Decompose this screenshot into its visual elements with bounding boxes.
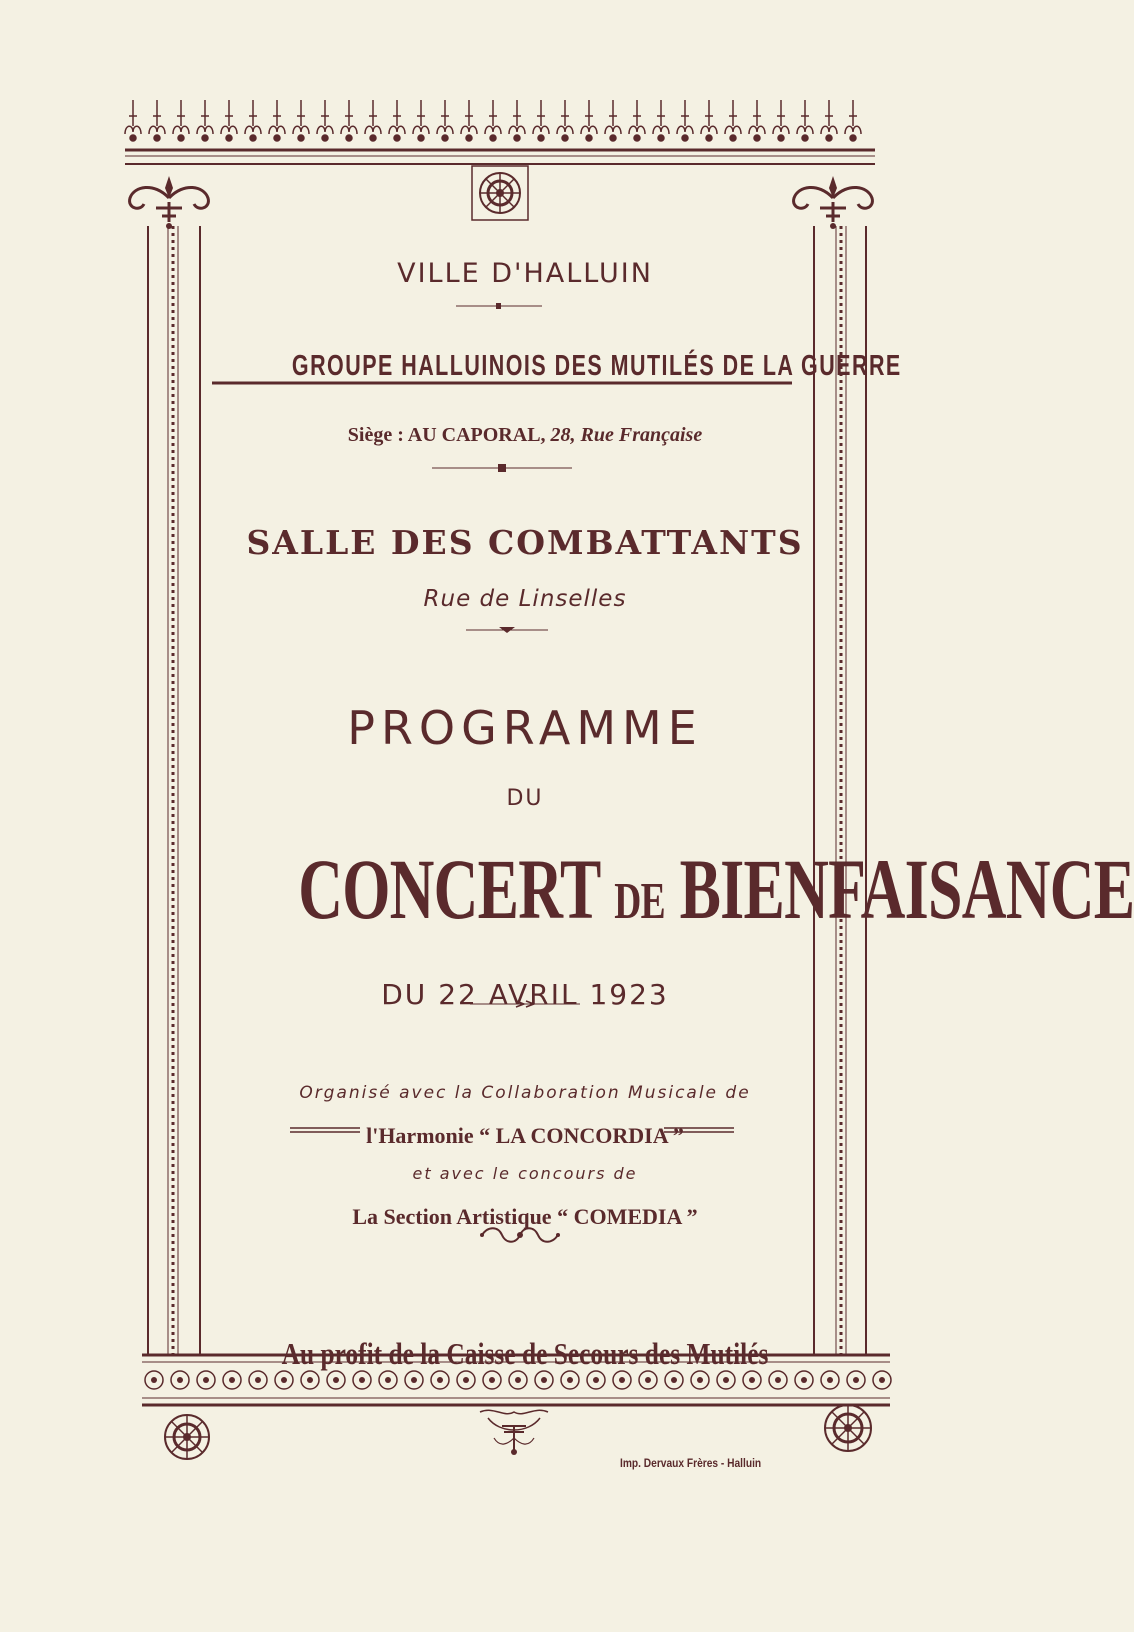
spike-ornament (845, 100, 861, 134)
printer-credit: Imp. Dervaux Frères - Halluin (620, 1456, 762, 1470)
city-heading: VILLE D'HALLUIN (397, 258, 653, 289)
spike-ornament (653, 100, 669, 134)
spike-ornament (269, 100, 285, 134)
spike-ornament (173, 100, 189, 134)
flower-center (879, 1377, 885, 1383)
concert-word: CONCERT (298, 841, 600, 937)
du-label: DU (506, 786, 544, 811)
spike-ornament (293, 100, 309, 134)
flower-center (541, 1377, 547, 1383)
spike-ornament (629, 100, 645, 134)
spike-ornament (749, 100, 765, 134)
spike-dot (514, 135, 520, 141)
spike-ornament (821, 100, 837, 134)
flower-center (281, 1377, 287, 1383)
harmonie-line: l'Harmonie “ LA CONCORDIA ” (366, 1123, 684, 1148)
seat-number: 28, (550, 424, 576, 446)
spike-ornament (557, 100, 573, 134)
spike-dot (682, 135, 688, 141)
top-left-fleuron-icon (124, 172, 214, 232)
spike-ornament (461, 100, 477, 134)
divider-2 (432, 464, 572, 472)
flower-center (489, 1377, 495, 1383)
spike-ornament (317, 100, 333, 134)
organise-line: Organisé avec la Collaboration Musicale de (299, 1083, 751, 1103)
divider-3 (466, 626, 548, 634)
flower-center (671, 1377, 677, 1383)
flower-center (255, 1377, 261, 1383)
spike-ornament (485, 100, 501, 134)
spike-dot (586, 135, 592, 141)
flower-center (619, 1377, 625, 1383)
spike-dot (298, 135, 304, 141)
spike-dot (730, 135, 736, 141)
spike-dot (250, 135, 256, 141)
spike-ornament (197, 100, 213, 134)
group-heading: GROUPE HALLUINOIS DES MUTILÉS DE LA GUERRE (291, 350, 902, 382)
bottom-right-rosette-icon (820, 1400, 876, 1456)
flower-center (437, 1377, 443, 1383)
spike-dot (490, 135, 496, 141)
spike-ornament (725, 100, 741, 134)
flower-center (749, 1377, 755, 1383)
top-center-rosette-icon (470, 164, 530, 222)
spike-dot (466, 135, 472, 141)
flower-center (307, 1377, 313, 1383)
concert-date: DU 22 AVRIL 1923 (381, 978, 669, 1011)
concert-title (298, 841, 1134, 937)
hall-street: Rue de Linselles (423, 586, 627, 612)
divider-1 (456, 302, 542, 310)
spike-dot (778, 135, 784, 141)
flower-center (567, 1377, 573, 1383)
seat-street: Rue Française (580, 424, 703, 446)
spike-dot (202, 135, 208, 141)
spike-ornament (581, 100, 597, 134)
flower-center (775, 1377, 781, 1383)
flower-center (385, 1377, 391, 1383)
divider-4 (470, 1000, 580, 1008)
flower-center (463, 1377, 469, 1383)
spike-dot (226, 135, 232, 141)
spike-dot (826, 135, 832, 141)
group-underline (212, 380, 792, 386)
spike-ornament (125, 100, 141, 134)
flower-center (593, 1377, 599, 1383)
concours-line: et avec le concours de (412, 1164, 638, 1183)
programme-title: PROGRAMME (347, 701, 703, 755)
spike-ornament (437, 100, 453, 134)
hall-name: SALLE DES COMBATTANTS (246, 523, 804, 562)
spike-dot (610, 135, 616, 141)
flower-center (203, 1377, 209, 1383)
concert-de-word: DE (614, 873, 665, 930)
flower-center (333, 1377, 339, 1383)
spike-ornament (365, 100, 381, 134)
spike-ornament (245, 100, 261, 134)
spike-dot (658, 135, 664, 141)
spike-dot (802, 135, 808, 141)
spike-ornament (221, 100, 237, 134)
spike-dot (130, 135, 136, 141)
spike-ornament (605, 100, 621, 134)
spike-dot (178, 135, 184, 141)
bottom-center-ornament-icon (474, 1404, 554, 1458)
spike-ornament (413, 100, 429, 134)
spike-dot (706, 135, 712, 141)
flower-center (151, 1377, 157, 1383)
spike-dot (442, 135, 448, 141)
left-double-rule (290, 1126, 360, 1134)
flower-center (645, 1377, 651, 1383)
spike-dot (538, 135, 544, 141)
spike-ornament (797, 100, 813, 134)
spike-ornament (773, 100, 789, 134)
spike-ornament (149, 100, 165, 134)
flower-center (411, 1377, 417, 1383)
flower-center (515, 1377, 521, 1383)
spike-ornament (509, 100, 525, 134)
benefit-line: Au profit de la Caisse de Secours des Mutilés (281, 1336, 769, 1371)
seat-address (210, 424, 840, 447)
spike-ornament (533, 100, 549, 134)
flower-center (177, 1377, 183, 1383)
seat-label: Siège : AU CAPORAL, (347, 424, 546, 446)
top-ornament-svg (125, 96, 875, 168)
right-double-rule (664, 1126, 734, 1134)
spike-dot (322, 135, 328, 141)
top-right-fleuron-icon (788, 172, 878, 232)
spike-dot (562, 135, 568, 141)
spike-ornament (389, 100, 405, 134)
spike-dot (418, 135, 424, 141)
bienfaisance-word: BIENFAISANCE (679, 841, 1134, 937)
spike-dot (346, 135, 352, 141)
spike-ornament (701, 100, 717, 134)
flower-center (801, 1377, 807, 1383)
scroll-flourish-icon (478, 1224, 562, 1246)
left-border-column (146, 226, 202, 1366)
bottom-left-rosette-icon (160, 1410, 214, 1464)
flower-center (697, 1377, 703, 1383)
section-line: La Section Artistique “ COMEDIA ” (352, 1204, 698, 1229)
flower-center (359, 1377, 365, 1383)
flower-center (229, 1377, 235, 1383)
spike-dot (370, 135, 376, 141)
spike-dot (154, 135, 160, 141)
spike-ornament (677, 100, 693, 134)
spike-ornament (341, 100, 357, 134)
spike-dot (394, 135, 400, 141)
spike-dot (634, 135, 640, 141)
flower-center (853, 1377, 859, 1383)
flower-center (827, 1377, 833, 1383)
spike-dot (754, 135, 760, 141)
spike-dot (850, 135, 856, 141)
spike-dot (274, 135, 280, 141)
flower-center (723, 1377, 729, 1383)
top-ornament-band (125, 96, 875, 168)
